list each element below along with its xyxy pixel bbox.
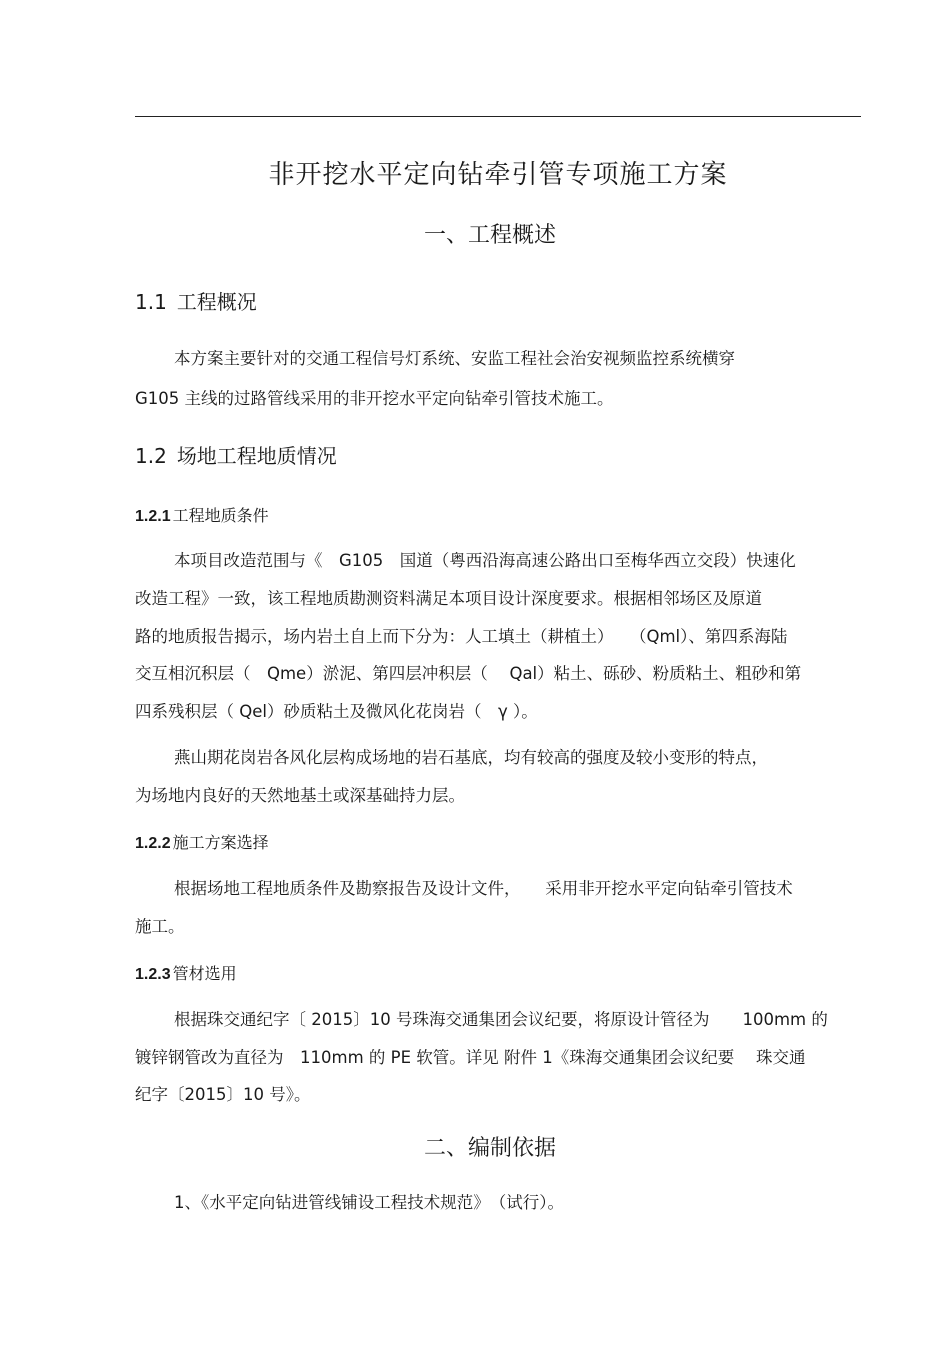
section-number: 1.2 xyxy=(135,444,167,468)
paragraph-line: 根据场地工程地质条件及勘察报告及设计文件， 采用非开挖水平定向钻牵引管技术 xyxy=(174,879,793,898)
paragraph-line: 本方案主要针对的交通工程信号灯系统、安监工程社会治安视频监控系统横穿 xyxy=(174,349,735,368)
paragraph-line: 路的地质报告揭示，场内岩土自上而下分为：人工填土（耕植土） （Qml）、第四系海陆 xyxy=(135,627,788,646)
paragraph-line: 镀锌钢管改为直径为 110mm 的 PE 软管。详见 附件 1《珠海交通集团会议纪要 珠交通 xyxy=(135,1048,806,1067)
paragraph-line: 改造工程》一致，该工程地质勘测资料满足本项目设计深度要求。根据相邻场区及原道 xyxy=(135,589,762,608)
section-1-2-heading xyxy=(135,440,337,469)
chapter-heading-basis: 二、编制依据 xyxy=(423,1136,556,1161)
paragraph-line: 纪字〔2015〕10 号》。 xyxy=(135,1085,311,1104)
paragraph-line: 交互相沉积层（ Qme）淤泥、第四层冲积层（ Qal）粘土、砾砂、粉质粘土、粗砂和第 xyxy=(135,664,802,683)
paragraph-line: 根据珠交通纪字〔 2015〕10 号珠海交通集团会议纪要，将原设计管径为 100mm 的 xyxy=(174,1010,828,1029)
subsection-number: 1.2.1 xyxy=(135,508,171,525)
paragraph-line: 本项目改造范围与《 G105 国道（粤西沿海高速公路出口至梅华西立交段）快速化 xyxy=(174,551,796,570)
basis-list-item: 1、《水平定向钻进管线铺设工程技术规范》 （试行）。 xyxy=(174,1193,564,1212)
document-title: 非开挖水平定向钻牵引管专项施工方案 xyxy=(268,160,728,190)
section-number: 1.1 xyxy=(135,290,167,314)
subsection-1-2-1-heading xyxy=(135,503,269,526)
subsection-title: 施工方案选择 xyxy=(172,833,269,852)
subsection-number: 1.2.2 xyxy=(135,835,171,852)
subsection-title: 管材选用 xyxy=(172,964,237,983)
paragraph-line: 为场地内良好的天然地基土或深基础持力层。 xyxy=(135,786,465,805)
paragraph-line: 四系残积层（ Qel）砂质粘土及微风化花岗岩（ γ ）。 xyxy=(135,702,538,721)
subsection-1-2-3-heading xyxy=(135,961,237,984)
section-title: 场地工程地质情况 xyxy=(176,444,337,468)
paragraph-line: 燕山期花岗岩各风化层构成场地的岩石基底，均有较高的强度及较小变形的特点， xyxy=(174,748,768,767)
paragraph-line: G105 主线的过路管线采用的非开挖水平定向钻牵引管技术施工。 xyxy=(135,389,614,408)
subsection-title: 工程地质条件 xyxy=(172,506,269,525)
subsection-number: 1.2.3 xyxy=(135,966,171,983)
header-rule xyxy=(135,116,861,117)
paragraph-line: 施工。 xyxy=(135,917,185,936)
subsection-1-2-2-heading xyxy=(135,830,269,853)
section-title: 工程概况 xyxy=(176,290,257,314)
section-1-1-heading xyxy=(135,286,257,315)
chapter-heading-overview: 一、工程概述 xyxy=(423,223,556,248)
